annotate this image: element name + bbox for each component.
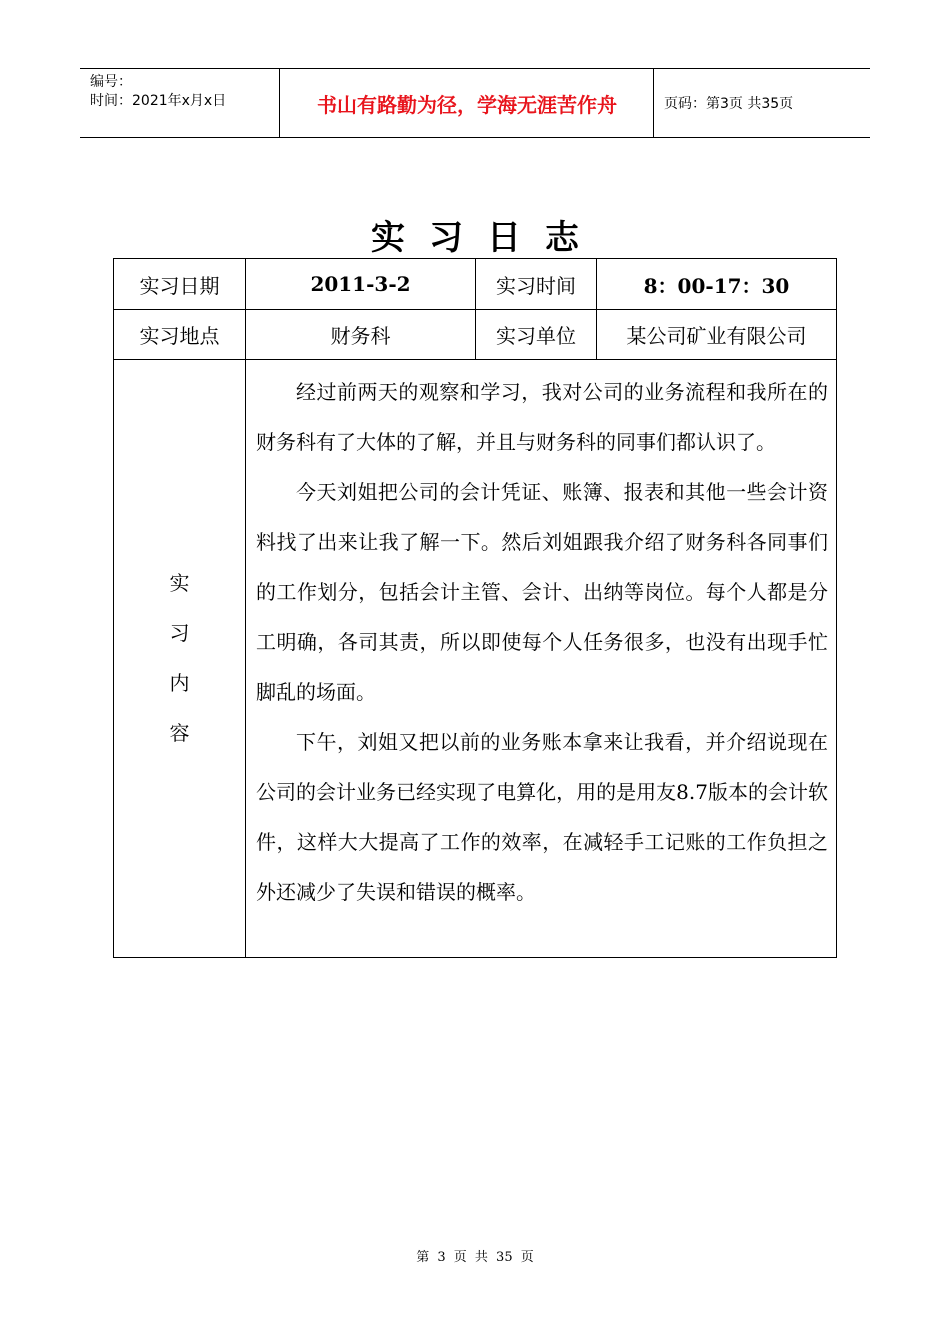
date-label: 实习日期 bbox=[139, 273, 220, 298]
unit-value: 某公司矿业有限公司 bbox=[626, 324, 807, 348]
paragraph: 下午，刘姐又把以前的业务账本拿来让我看，并介绍说现在公司的会计业务已经实现了电算化，用的是用友8.7版本的会计软件，这样大大提高了工作的效率，在减轻手工记账的工作负担之外还减少了失误和错误的概率。 bbox=[256, 730, 828, 904]
content-label-char: 容 bbox=[169, 721, 190, 745]
unit-label: 实习单位 bbox=[496, 324, 576, 348]
content-label bbox=[114, 359, 245, 957]
page-title: 实习日志 bbox=[371, 218, 603, 258]
place-label: 实习地点 bbox=[139, 324, 220, 348]
page-footer: 第 3 页 共 35 页 bbox=[416, 1250, 534, 1265]
paragraph: 今天刘姐把公司的会计凭证、账簿、报表和其他一些会计资料找了出来让我了解一下。然后刘姐跟我介绍了财务科各同事们的工作划分，包括会计主管、会计、出纳等岗位。每个人都是分工明确，各司其责，所以即使每个人任务很多，也没有出现手忙脚乱的场面。 bbox=[256, 480, 828, 704]
header-motto: 书山有路勤为径，学海无涯苦作舟 bbox=[281, 69, 654, 137]
header-date: 时间：2021年x月x日 bbox=[90, 93, 227, 109]
page-header bbox=[80, 68, 870, 138]
content-label-char: 习 bbox=[169, 621, 190, 645]
header-number: 编号： bbox=[90, 74, 132, 90]
content-label-char: 内 bbox=[169, 671, 190, 695]
date-value: 2011-3-2 bbox=[310, 272, 411, 296]
place-value: 财务科 bbox=[330, 324, 391, 348]
time-label: 实习时间 bbox=[496, 273, 576, 298]
content-label-char: 实 bbox=[169, 571, 190, 595]
log-table bbox=[113, 258, 837, 958]
header-meta bbox=[80, 69, 280, 137]
header-page-info: 页码：第3页 共35页 bbox=[664, 96, 794, 112]
paragraph: 经过前两天的观察和学习，我对公司的业务流程和我所在的财务科有了大体的了解，并且与财务科的同事们都认识了。 bbox=[256, 380, 828, 454]
log-content bbox=[246, 361, 834, 957]
time-value: 8：00-17：30 bbox=[643, 273, 790, 298]
